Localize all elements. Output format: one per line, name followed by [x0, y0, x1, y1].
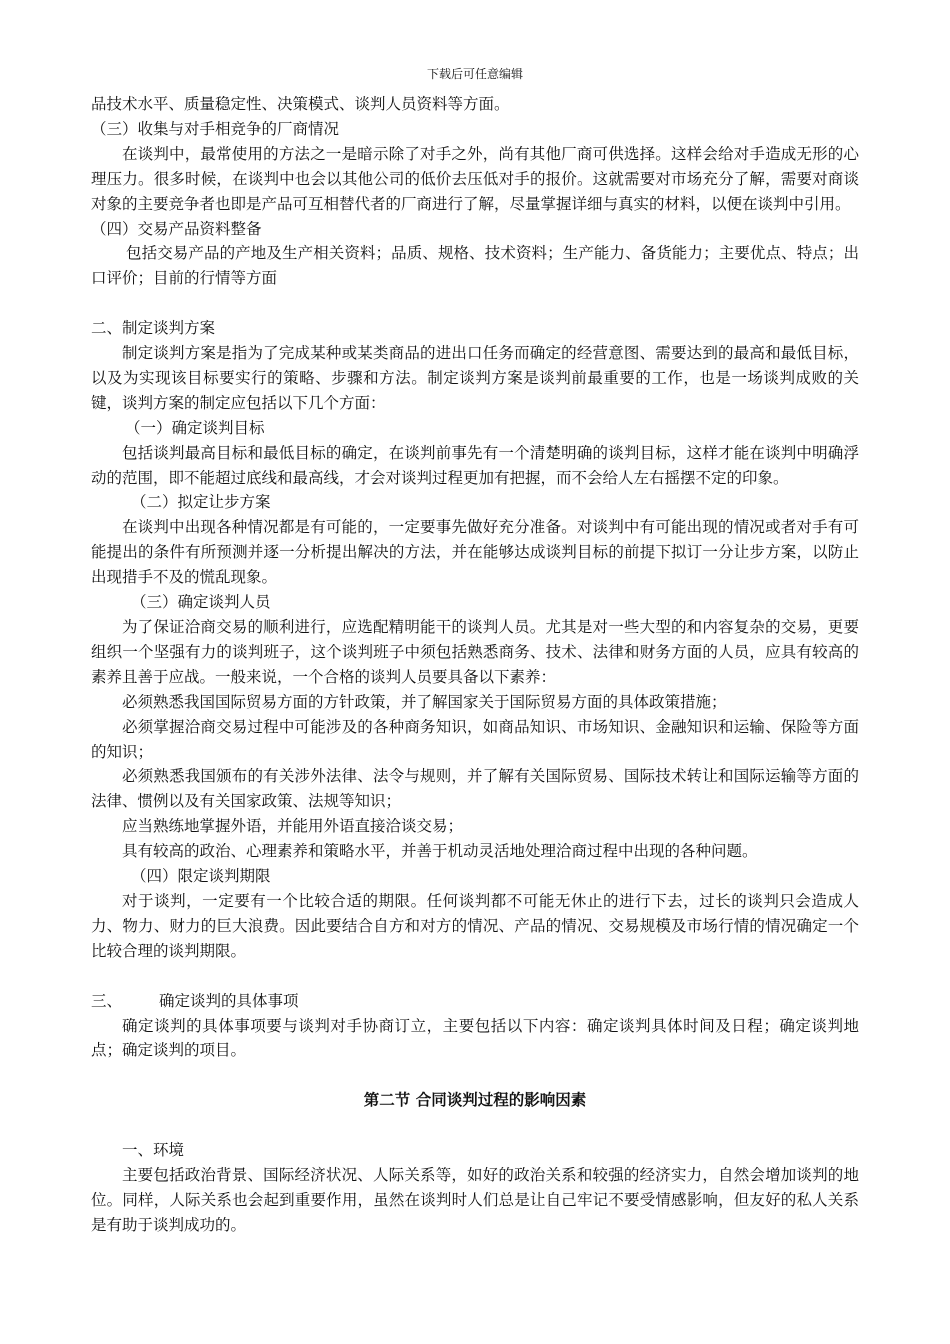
paragraph: 对于谈判，一定要有一个比较合适的期限。任何谈判都不可能无休止的进行下去，过长的谈判只会造成人力、物力、财力的巨大浪费。因此要结合自方和对方的情况、产品的情况、交易规模及市场行情的情况确定一个比较合理的谈判期限。 — [91, 891, 859, 960]
document-body — [91, 92, 859, 1238]
paragraph: 包括谈判最高目标和最低目标的确定，在谈判前事先有一个清楚明确的谈判目标，这样才能在谈判中明确浮动的范围，即不能超过底线和最高线，才会对谈判过程更加有把握，而不会给人左右摇摆不定的印象。 — [91, 443, 859, 487]
paragraph: 主要包括政治背景、国际经济状况、人际关系等，如好的政治关系和较强的经济实力，自然会增加谈判的地位。同样，人际关系也会起到重要作用，虽然在谈判时人们总是让自己牢记不要受情感影响，但友好的私人关系是有助于谈判成功的。 — [91, 1165, 859, 1234]
paragraph: 确定谈判的具体事项要与谈判对手协商订立，主要包括以下内容：确定谈判具体时间及日程；确定谈判地点；确定谈判的项目。 — [91, 1016, 859, 1060]
blank-line — [91, 1063, 859, 1088]
subheading: （二）拟定让步方案 — [131, 493, 271, 512]
section-number: 三、 — [91, 991, 123, 1010]
list-item: 必须熟悉我国国际贸易方面的方针政策，并了解国家关于国际贸易方面的具体政策措施； — [122, 692, 727, 711]
paragraph: 包括交易产品的产地及生产相关资料；品质、规格、技术资料；生产能力、备货能力；主要优点、特点；出口评价；目前的行情等方面 — [91, 244, 859, 288]
subheading: （一）确定谈判目标 — [125, 418, 265, 437]
paragraph: 在谈判中出现各种情况都是有可能的，一定要事先做好充分准备。对谈判中有可能出现的情况或者对手有可能提出的条件有所预测并逐一分析提出解决的方法，并在能够达成谈判目标的前提下拟订一分让步方案，以防止出现措手不及的慌乱现象。 — [91, 518, 859, 587]
subheading: （四）限定谈判期限 — [131, 867, 271, 886]
blank-line — [91, 1113, 859, 1138]
paragraph: 在谈判中，最常使用的方法之一是暗示除了对手之外，尚有其他厂商可供选择。这样会给对手造成无形的心理压力。很多时候，在谈判中也会以其他公司的低价去压低对手的报价。这就需要对市场充分了解，需要对商谈对象的主要竞争者也即是产品可互相替代者的厂商进行了解，尽量掌握详细与真实的材料，以便在谈判中引用。 — [91, 144, 859, 213]
subheading: （四）交易产品资料整备 — [91, 219, 262, 238]
blank-line — [91, 964, 859, 989]
list-item: 具有较高的政治、心理素养和策略水平，并善于机动灵活地处理洽商过程中出现的各种问题。 — [122, 842, 758, 861]
paragraph: 品技术水平、质量稳定性、决策模式、谈判人员资料等方面。 — [91, 95, 510, 113]
section-heading: 一、环境 — [122, 1141, 185, 1159]
list-item: 必须掌握洽商交易过程中可能涉及的各种商务知识，如商品知识、市场知识、金融知识和运输、保险等方面的知识； — [91, 717, 859, 761]
blank-line — [91, 291, 859, 316]
section-heading: 二、制定谈判方案 — [91, 319, 216, 338]
section-heading-text: 确定谈判的具体事项 — [159, 991, 299, 1010]
paragraph: 为了保证洽商交易的顺利进行，应选配精明能干的谈判人员。尤其是对一些大型的和内容复杂的交易，更要组织一个坚强有力的谈判班子，这个谈判班子中须包括熟悉商务、技术、法律和财务方面的人员，应具有较高的素养且善于应战。一般来说，一个合格的谈判人员要具备以下素养： — [91, 618, 859, 686]
chapter-section-title: 第二节 合同谈判过程的影响因素 — [363, 1090, 587, 1110]
list-item: 应当熟练地掌握外语，并能用外语直接洽谈交易； — [122, 817, 464, 836]
list-item: 必须熟悉我国颁布的有关涉外法律、法令与规则，并了解有关国际贸易、国际技术转让和国际运输等方面的法律、惯例以及有关国家政策、法规等知识； — [91, 767, 859, 811]
section-heading — [91, 989, 859, 1014]
subheading: （三）确定谈判人员 — [131, 593, 271, 612]
subheading: （三）收集与对手相竞争的厂商情况 — [91, 119, 340, 138]
page-header: 下载后可任意编辑 — [426, 67, 523, 81]
paragraph: 制定谈判方案是指为了完成某种或某类商品的进出口任务而确定的经营意图、需要达到的最高和最低目标，以及为实现该目标要实行的策略、步骤和方法。制定谈判方案是谈判前最重要的工作，也是一场谈判成败的关键，谈判方案的制定应包括以下几个方面： — [91, 344, 859, 412]
